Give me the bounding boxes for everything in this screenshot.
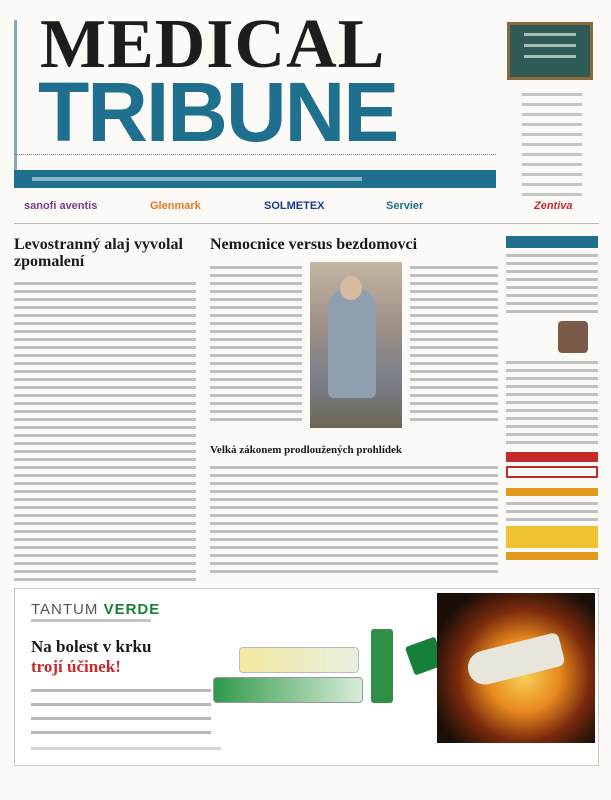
article-text-center-a [210,266,302,426]
article-lead-left [14,236,196,270]
article-text-left [14,282,196,586]
sponsor-logo[interactable]: SOLMETEX [264,200,325,212]
article-text-center-b [410,266,498,426]
ad-photo [437,593,595,743]
right-sidebar [506,236,598,586]
article-text-lower [210,466,498,578]
article-title-lower[interactable]: Velká zákonem prodloužených prohlídek [210,444,403,456]
product-bottle [371,629,393,703]
headline-bar [14,170,496,188]
product-tube [213,677,363,703]
ad-headline-accent: trojí účinek! [31,657,121,676]
red-box[interactable] [506,466,598,478]
sponsor-logo[interactable]: Servier [386,200,424,212]
ad-bullets [31,689,211,745]
columnist-photo [558,321,588,353]
ad-headline: Na bolest v krku [31,637,152,656]
article-photo [310,262,402,428]
ad-brand: TANTUM VERDE [31,601,161,618]
red-banner[interactable] [506,452,598,462]
masthead-title-medical: MEDICAL [40,6,386,83]
sponsor-logo[interactable]: Zentiva [534,200,573,212]
sponsor-logo[interactable]: Glenmark [150,200,201,212]
product-tube [239,647,359,673]
issue-info-line [14,154,496,157]
advertisement[interactable] [14,588,599,766]
article-title[interactable]: Levostranný alaj vyvolal zpomalení [14,236,183,270]
yellow-promo[interactable] [506,526,598,548]
sponsor-strip [14,194,599,224]
masthead-side-box [510,86,594,186]
article-title-center[interactable]: Nemocnice versus bezdomovci [210,236,418,253]
sponsor-logo[interactable]: sanofi aventis [24,200,98,212]
chalkboard-promo[interactable] [507,22,593,80]
masthead-side-text [14,20,24,170]
masthead-title-tribune: TRIBUNE [38,65,398,159]
